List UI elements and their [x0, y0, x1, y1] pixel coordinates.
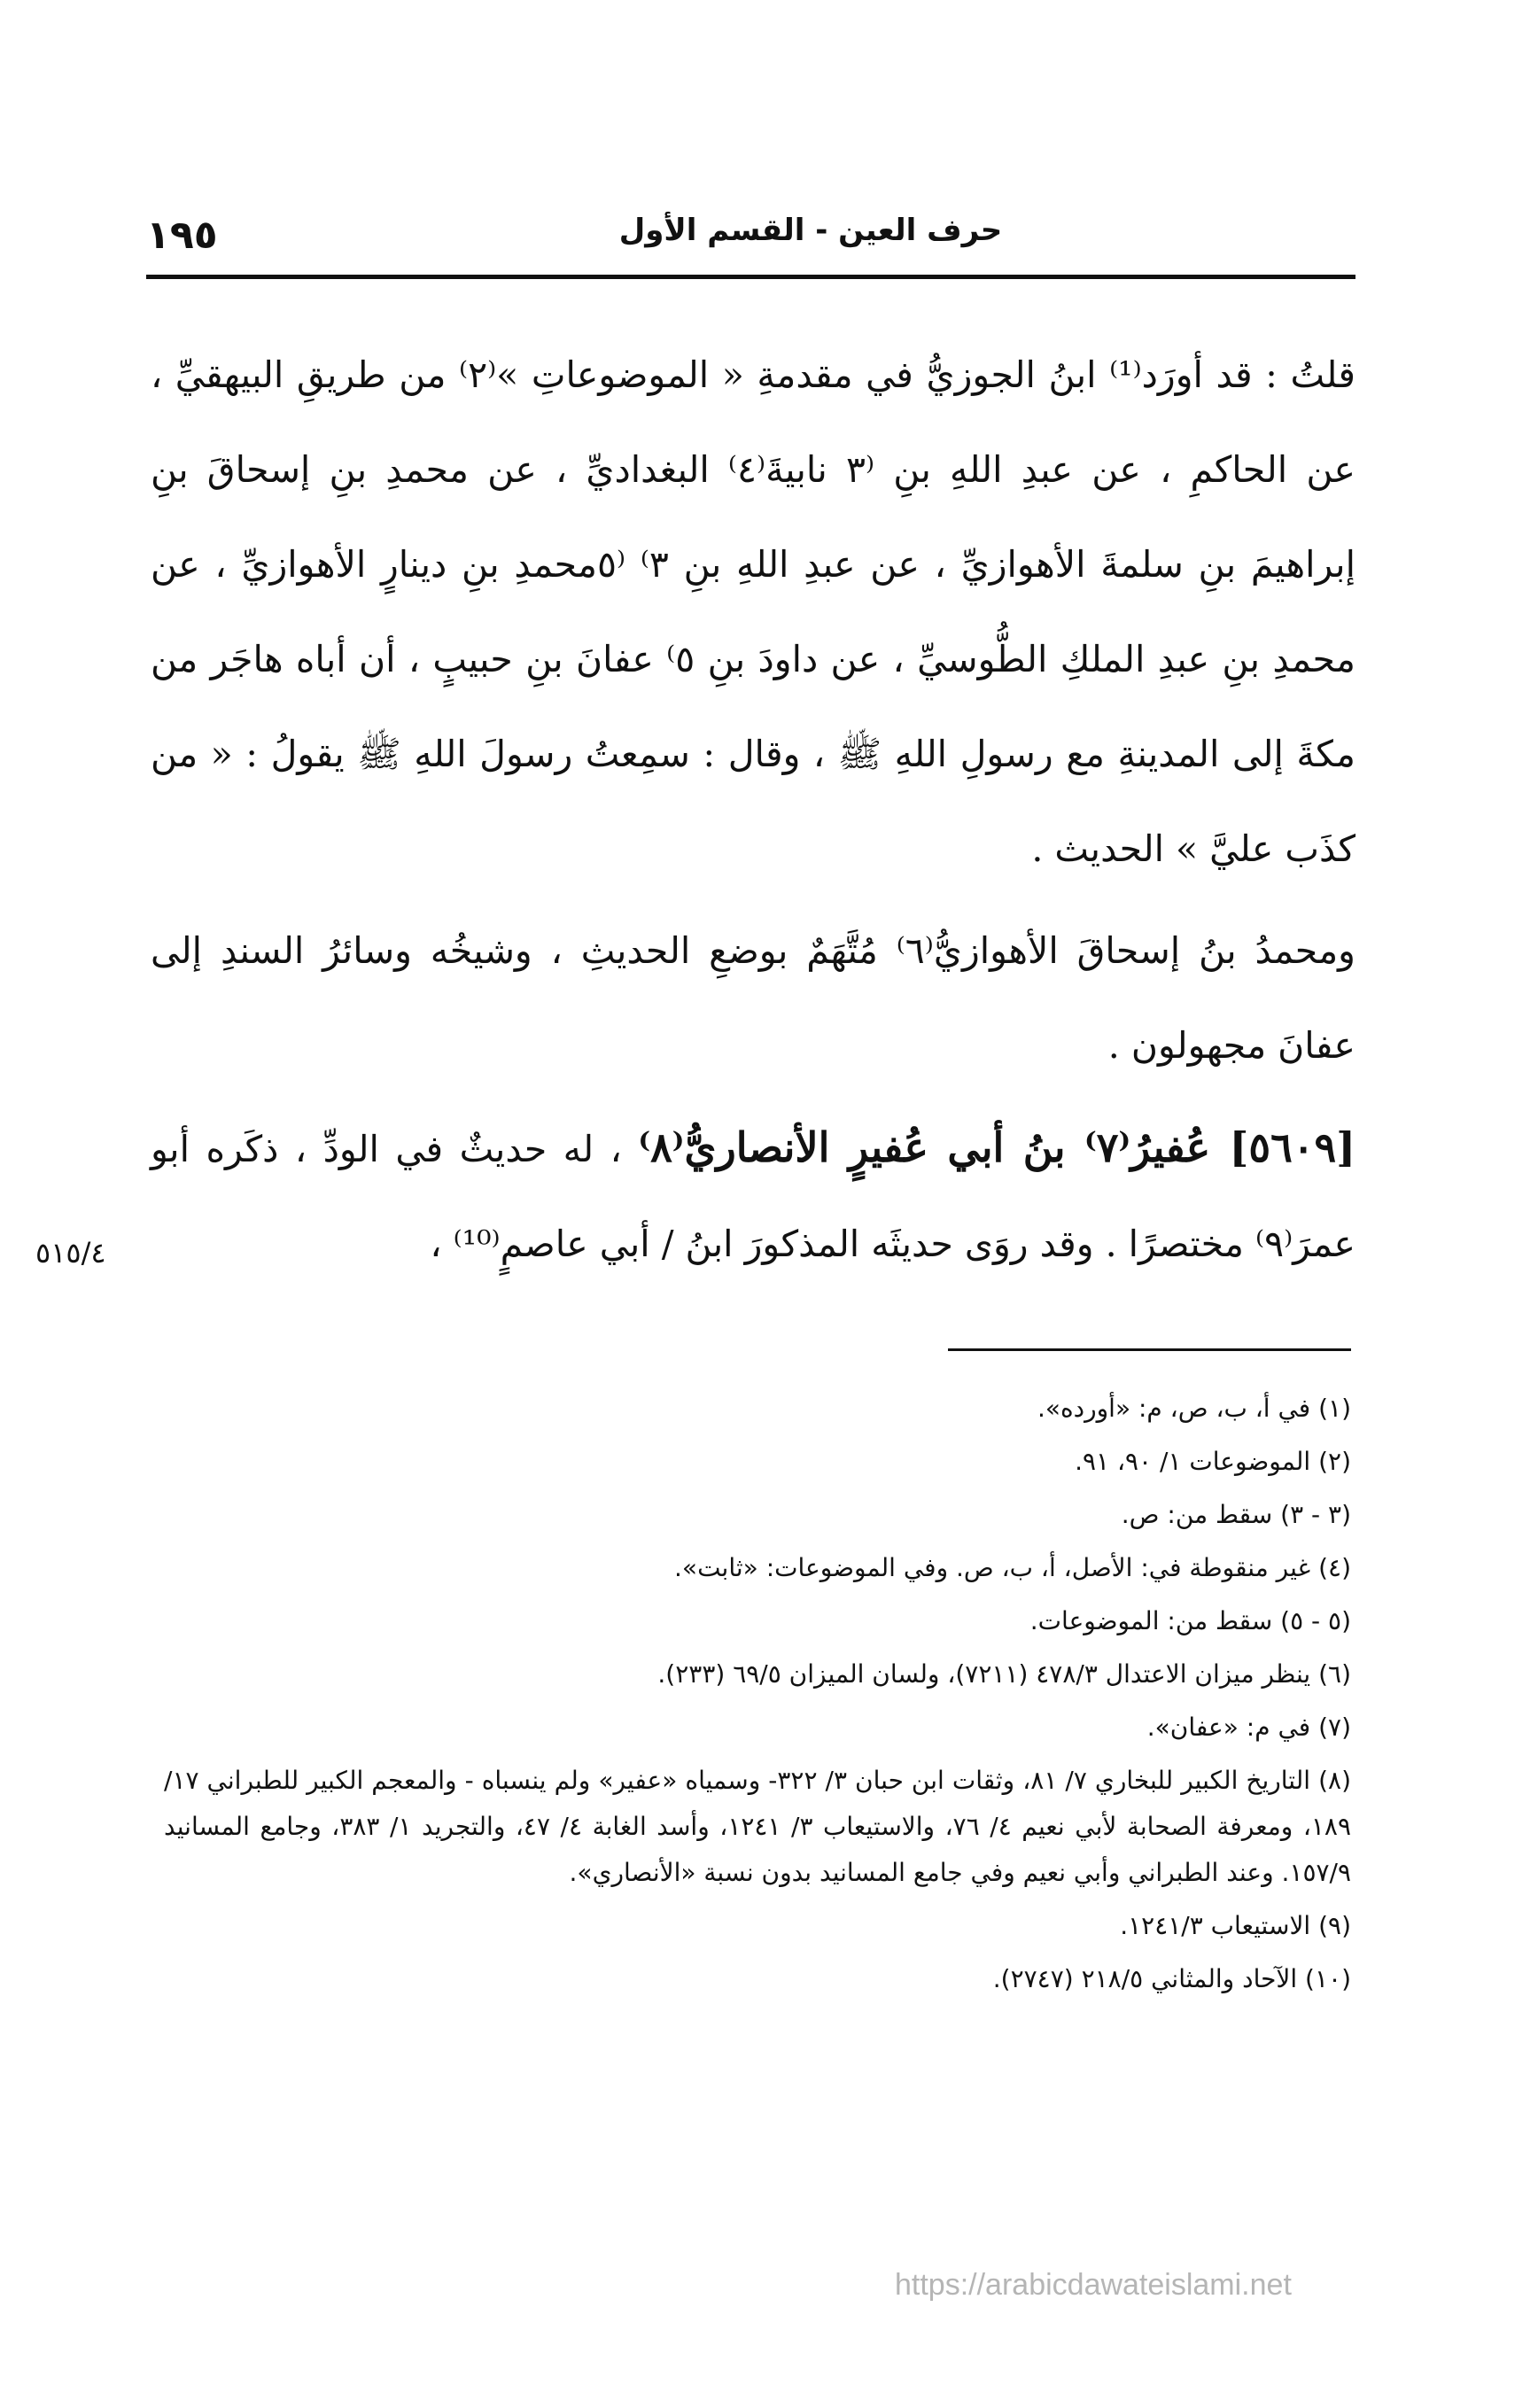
- paragraph-note: ومحمدُ بنُ إسحاقَ الأهوازيُّ⁽٦⁾ مُتَّهَمٌ بوضعِ الحديثِ ، وشيخُه وسائرُ السندِ إلى عفانَ مجهولون .: [151, 929, 1355, 1067]
- footnote-10: (١٠) الآحاد والمثاني ٢١٨/٥ (٢٧٤٧).: [992, 1964, 1351, 1993]
- footnote-4: (٤) غير منقوطة في: الأصل، أ، ب، ص. وفي الموضوعات: «ثابت».: [674, 1553, 1351, 1582]
- paragraph-gap: [151, 897, 1355, 904]
- main-text: [151, 328, 1355, 1292]
- running-header: [146, 213, 1351, 275]
- paragraph-commentary: قلتُ : قد أورَد⁽¹⁾ ابنُ الجوزيُّ في مقدمةِ « الموضوعاتِ »⁽٢⁾ من طريقِ البيهقيِّ ، عن الحاكمِ ، عن عبدِ اللهِ بنِ ⁽٣ نابيةَ⁽٤⁾ البغداديِّ ، عن محمدِ بنِ إسحاقَ بنِ إبراهيمَ بنِ سلمةَ الأهوازيِّ ، عن عبدِ اللهِ بنِ ٣⁾ ⁽٥محمدِ بنِ دينارٍ الأهوازيِّ ، عن محمدِ بنِ عبدِ الملكِ الطُّوسيِّ ، عن داودَ بنِ ٥⁾ عفانَ بنِ حبيبٍ ، أن أباه هاجَر من مكةَ إلى المدينةِ مع رسولِ اللهِ ﷺ ، وقال : سمِعتُ رسولَ اللهِ ﷺ يقولُ : « من كذَب عليَّ » الحديث .: [151, 353, 1355, 870]
- footnote-7: (٧) في م: «عفان».: [1146, 1713, 1351, 1742]
- footnote-9: (٩) الاستيعاب ١٢٤١/٣.: [1120, 1911, 1351, 1940]
- footnote-8: (٨) التاريخ الكبير للبخاري ٧/ ٨١، وثقات ابن حبان ٣/ ٣٢٢- وسمياه «عفير» ولم ينسباه - والمعجم الكبير للطبراني ١٧/ ١٨٩، ومعرفة الصحابة لأبي نعيم ٤/ ٧٦، والاستيعاب ٣/ ١٢٤١، وأسد الغابة ٤/ ٤٧، والتجريد ١/ ٣٨٣، وجامع المسانيد ١٥٧/٩. وعند الطبراني وأبي نعيم وفي جامع المسانيد بدون نسبة «الأنصاري».: [164, 1766, 1352, 1887]
- paragraph-gap: [151, 1093, 1355, 1100]
- entry-5609: [151, 1100, 1355, 1292]
- entry-text: ، له حديثٌ في الودِّ ، ذكَره أبو عمرَ⁽٩⁾ مختصرًا . وقد روَى حديثَه المذكورَ ابنُ / أبي عاصمٍ⁽¹⁰⁾ ،: [151, 1128, 1355, 1265]
- footnote-6: (٦) ينظر ميزان الاعتدال ٤٧٨/٣ (٧٢١١)، ولسان الميزان ٦٩/٥ (٢٣٣).: [657, 1659, 1351, 1689]
- watermark-url: https://arabicdawateislami.net: [895, 2268, 1292, 2302]
- footnote-2: (٢) الموضوعات ١/ ٩٠، ٩١.: [1075, 1447, 1351, 1476]
- footnote-5: (٥ - ٥) سقط من: الموضوعات.: [1029, 1606, 1351, 1635]
- footnotes: [164, 1382, 1351, 2006]
- page-number: ١٩٥: [146, 213, 218, 258]
- footnote-3: (٣ - ٣) سقط من: ص.: [1121, 1500, 1351, 1529]
- entry-heading: [٥٦٠٩] عُفيرُ⁽٧⁾ بنُ أبي عُفيرٍ الأنصاريُّ⁽٨⁾: [638, 1123, 1355, 1171]
- header-rule: [146, 275, 1355, 279]
- margin-page-reference: ٥١٥/٤: [35, 1236, 106, 1270]
- footnote-1: (١) في أ، ب، ص، م: «أورده».: [1037, 1394, 1351, 1423]
- running-title: حرف العين - القسم الأول: [618, 213, 1003, 248]
- footnote-separator: [948, 1348, 1351, 1351]
